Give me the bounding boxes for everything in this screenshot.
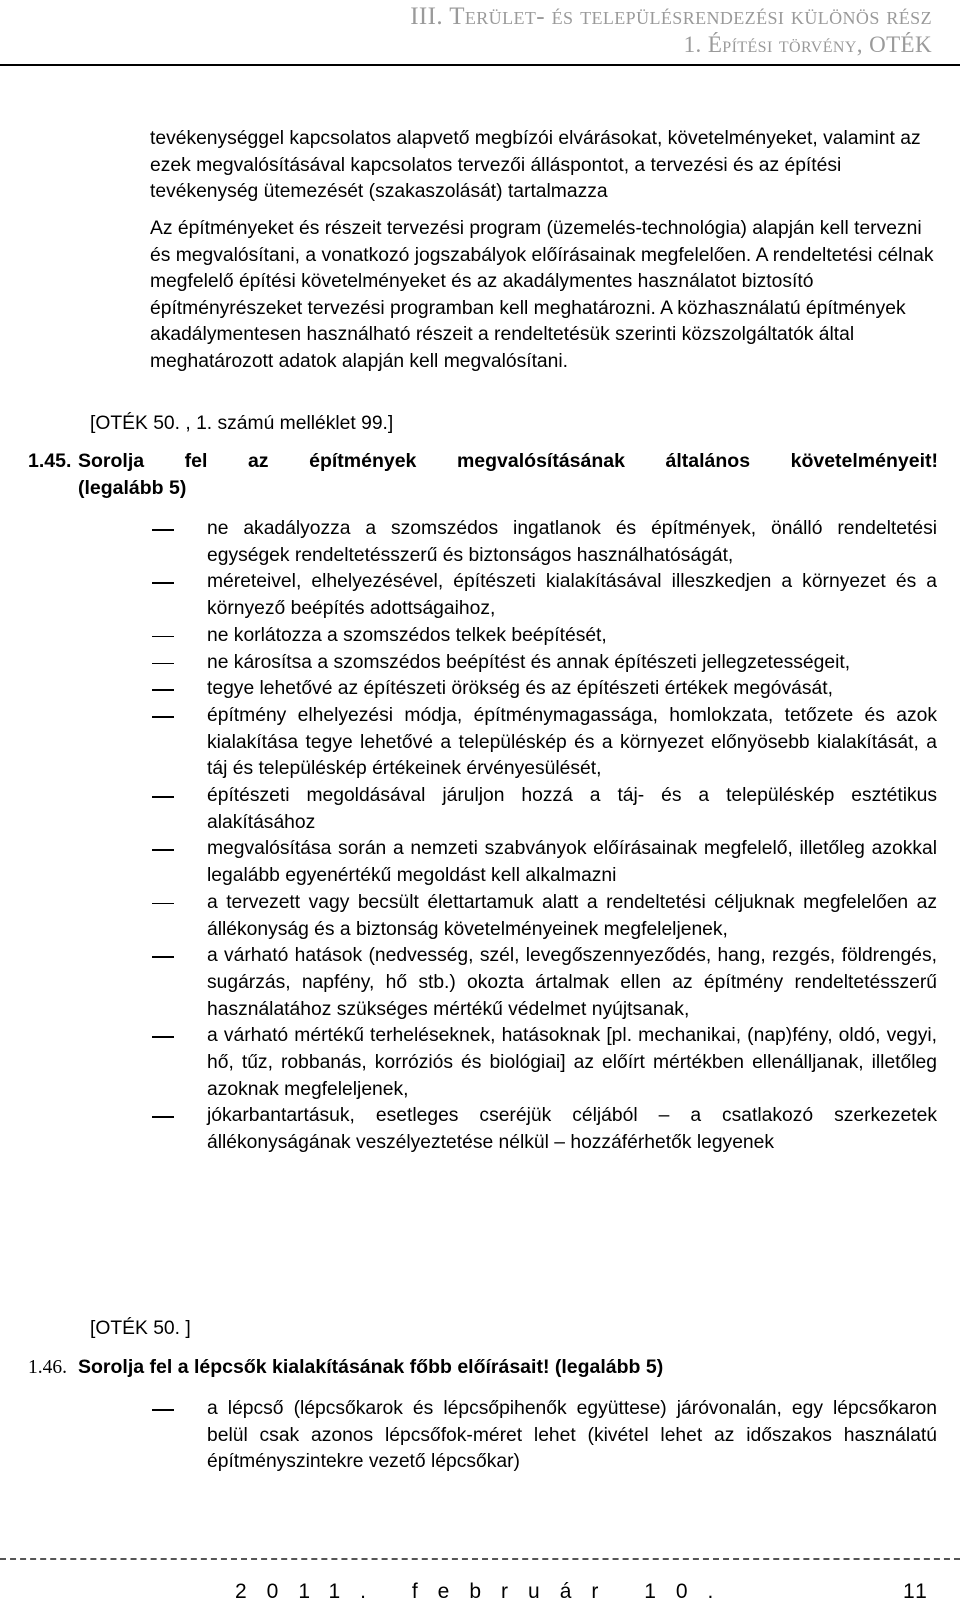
intro-paragraph-2: Az építményeket és részeit tervezési program (üzemelés-technológia) alapján kell tervezni és megvalósítani, a vonatkozó jogszabályok előírásainak megfelelően. A rendeltetési célnak megfelelő építési követelményeket és az akadálymentes használatot biztosító építményrészeket tervezési programban kell meghatározni. A közhasználatú építmények akadálymentesen használható részeit a rendeltetésük szerinti közszolgáltatók által meghatározott adatok alapján kell megvalósítani. — [150, 218, 934, 372]
dash-bullet-icon — [152, 636, 174, 638]
dash-bullet-icon — [152, 796, 174, 798]
dash-bullet-icon — [152, 1409, 174, 1411]
dash-bullet-icon — [152, 903, 174, 905]
list-item-text: tegye lehetővé az építészeti örökség és az építészeti értékek megóvását, — [207, 678, 833, 700]
question-text: Sorolja fel a lépcsők kialakításának főbb előírásait! (legalább 5) — [78, 1356, 664, 1378]
list-item-text: építészeti megoldásával járuljon hozzá a táj- és a településkép esztétikus alakításához — [207, 785, 937, 833]
footer-divider — [0, 1558, 960, 1560]
page-header — [410, 2, 932, 58]
page-footer — [235, 1580, 935, 1604]
list-item — [150, 623, 937, 650]
list-item — [150, 1396, 937, 1476]
question-1-46 — [28, 1354, 938, 1381]
list-item-text: méreteivel, elhelyezésével, építészeti kialakításával illeszkedjen a környezet és a környező beépítés adottságaihoz, — [207, 571, 937, 620]
dash-bullet-icon — [152, 582, 174, 584]
question-text-continued: (legalább 5) — [78, 477, 187, 499]
list-item — [150, 890, 937, 943]
header-chapter-title: III. Terület- és településrendezési különös rész — [410, 3, 932, 30]
dash-bullet-icon — [152, 689, 174, 691]
dash-bullet-icon — [152, 716, 174, 718]
list-item — [150, 569, 937, 622]
stairs-requirements-list — [150, 1396, 937, 1476]
list-item — [150, 1023, 937, 1103]
list-item-text: a tervezett vagy becsült élettartamuk alatt a rendeltetési céljuknak megfelelően az állékonyság és a biztonság követelményeinek megfeleljenek, — [207, 891, 937, 940]
intro-reference: [OTÉK 50. , 1. számú melléklet 99.] — [90, 413, 394, 434]
requirements-list — [150, 516, 937, 1157]
footer-date: 2011. február 10. — [235, 1580, 734, 1603]
list-item — [150, 703, 937, 783]
question-text: Sorolja fel az építmények megvalósításának általános követelményeit! — [78, 450, 938, 472]
dash-bullet-icon — [152, 1116, 174, 1118]
intro-paragraph-1: tevékenységgel kapcsolatos alapvető megbízói elvárásokat, követelményeket, valamint az ezek megvalósításával kapcsolatos tervezői álláspontot, a tervezési és az építési tevékenység ütemezését (szakaszolását) tartalmazza — [150, 128, 921, 203]
list-item — [150, 836, 937, 889]
list-item-text: jókarbantartásuk, esetleges cseréjük céljából – a csatlakozó szerkezetek állékonyságának veszélyeztetése nélkül – hozzáférhetők legyenek — [207, 1105, 937, 1154]
header-section-title: 1. Építési törvény, OTÉK — [683, 32, 932, 57]
dash-bullet-icon — [152, 663, 174, 665]
list-item-text: a várható mértékű terheléseknek, hatásoknak [pl. mechanikai, (nap)fény, oldó, vegyi, hő, tűz, robbanás, korróziós és biológiai] az előírt mértékben ellenálljanak, illetőleg azoknak megfeleljenek, — [207, 1025, 937, 1100]
page-number: 11 — [903, 1580, 929, 1603]
dash-bullet-icon — [152, 1036, 174, 1038]
question-number: 1.45. — [28, 450, 72, 472]
list-item-text: megvalósítása során a nemzeti szabványok előírásainak megfelelő, illetőleg azokkal legalább egyenértékű megoldást kell alkalmazni — [207, 838, 937, 887]
list-item-text: építmény elhelyezési módja, építménymagassága, homlokzata, tetőzete és azok kialakítása tegye lehetővé a településkép és a környezet előnyösebb kialakítását, a táj és településkép értékeinek érvényesülését, — [207, 704, 937, 780]
list-item — [150, 516, 937, 569]
list-item-text: a várható hatások (nedvesség, szél, levegőszennyeződés, hang, rezgés, földrengés, sugárzás, napfény, hő stb.) okozta ártalmak ellen az építmény rendeltetésszerű használatához szükséges mértékű védelmet nyújtsanak, — [207, 945, 937, 1020]
list-item — [150, 1103, 937, 1156]
list-item — [150, 783, 937, 836]
list-item — [150, 943, 937, 1023]
dash-bullet-icon — [152, 956, 174, 958]
list-item — [150, 650, 937, 677]
list-item-text: ne károsítsa a szomszédos beépítést és annak építészeti jellegzetességeit, — [207, 651, 851, 673]
question-1-45 — [28, 448, 938, 502]
list-item-text: ne korlátozza a szomszédos telkek beépítését, — [207, 624, 607, 646]
question-number: 1.46. — [28, 1357, 67, 1378]
list-item-text: a lépcső (lépcsőkarok és lépcsőpihenők együttese) járóvonalán, egy lépcsőkaron belül csak azonos lépcsőfok-méret lehet (kivétel lehet az időszakos használatú építményszintekre vezető lépcsőkar) — [207, 1398, 937, 1473]
question-1-45-reference: [OTÉK 50. ] — [90, 1318, 191, 1339]
list-item-text: ne akadályozza a szomszédos ingatlanok és építmények, önálló rendeltetési egységek rendeltetésszerű és biztonságos használhatóságát, — [207, 518, 937, 566]
list-item — [150, 676, 937, 703]
dash-bullet-icon — [152, 529, 174, 531]
dash-bullet-icon — [152, 849, 174, 851]
header-divider — [0, 64, 960, 66]
